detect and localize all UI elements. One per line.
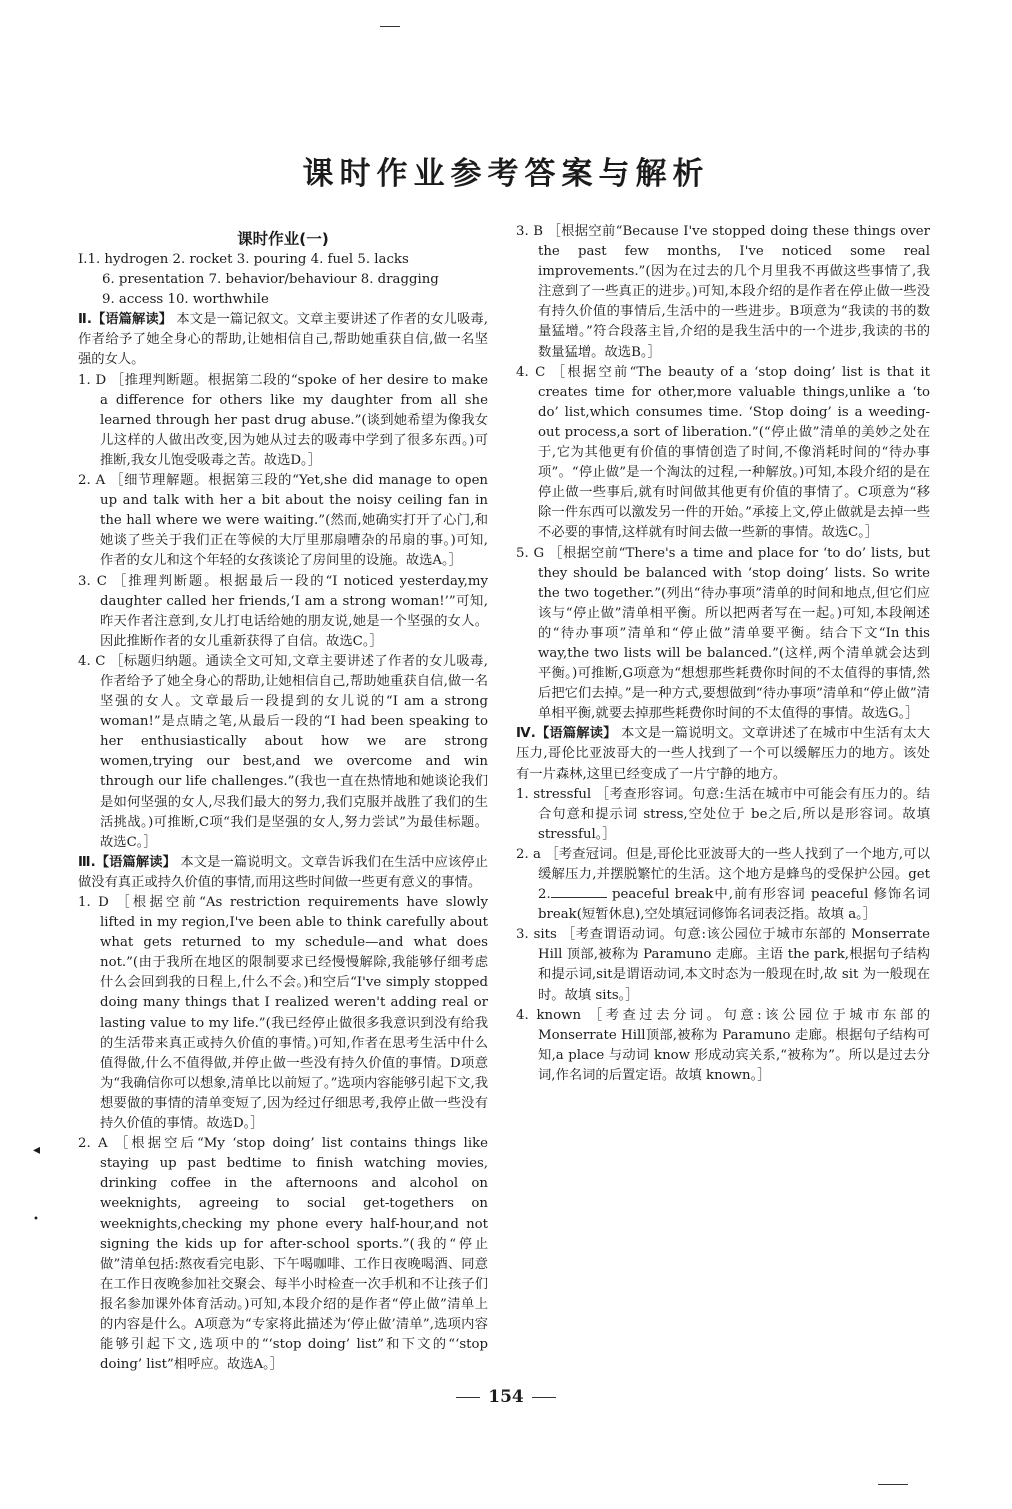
vocab-line-1: Ⅰ.1. hydrogen 2. rocket 3. pouring 4. fuel 5. lacks	[78, 252, 409, 267]
part4-item-1: 1. stressful ［考查形容词。句意:生活在城市中可能会有压力的。结合句意和提示词 stress,空处位于 be之后,所以是形容词。故填 stressful。］	[516, 786, 930, 842]
part3-item-5: 5. G ［根据空前“There's a time and place for ‘to do’ lists, but they should be balanced with ‘stop doing’ lists. So write the two together.”(列出“待办事项”清单的时间和地点,但它们应该与“停止做”清单相平衡。所以把两者写在一起。)可知,本段阐述的“待办事项”清单和“停止做”清单要平衡。结合下文“In this way,the two lists will be balanced.”(这样,两个清单就会达到平衡。)可推断,G项意为“想想那些耗费你时间的不太值得的事情,然后把它们去掉。”是一种方式,要想做到“待办事项”清单和“停止做”清单相平衡,就要去掉那些耗费你时间的不太值得的事情。故选G。］	[516, 545, 930, 722]
top-crop-mark	[380, 26, 400, 27]
vocab-line-2: 6. presentation 7. behavior/behaviour 8. dragging	[102, 272, 439, 288]
vocab-answers	[78, 250, 488, 310]
margin-mark: ◂	[33, 1142, 41, 1158]
bottom-crop-mark	[878, 1484, 908, 1485]
margin-dot: •	[33, 1214, 39, 1225]
section-title: 课时作业(一)	[237, 230, 329, 248]
part3-intro-text: 本文是一篇说明文。文章告诉我们在生活中应该停止做没有真正或持久价值的事情,而用这些时间做一些更有意义的事情。	[78, 854, 488, 890]
part2-label: Ⅱ.【语篇解读】	[78, 312, 173, 328]
footer-dash-right	[532, 1397, 556, 1398]
part4-intro-text: 本文是一篇说明文。文章讲述了在城市中生活有太大压力,哥伦比亚波哥大的一些人找到了一个可以缓解压力的地方。该处有一片森林,这里已经变成了一片宁静的地方。	[516, 726, 930, 782]
part3-label: Ⅲ.【语篇解读】	[78, 854, 177, 870]
part2-intro	[78, 310, 488, 370]
part4-item-2	[516, 845, 930, 925]
part2-item-1: 1. D ［推理判断题。根据第二段的“spoke of her desire to make a difference for others like my daughter from all she learned through her past drug abuse.”(谈到她希望为像我女儿这样的人做出改变,因为她从过去的吸毒中学到了很多东西。)可推断,我女儿饱受吸毒之苦。故选D。］	[78, 372, 488, 468]
fill-blank-line	[551, 885, 607, 898]
part4-item-2-text: 2. a ［考查冠词。但是,哥伦比亚波哥大的一些人找到了一个地方,可以缓解压力,并摆脱繁忙的生活。这个地方是蜂鸟的受保护公园。get 2.	[516, 846, 930, 903]
left-column	[78, 228, 488, 1375]
vocab-line-3: 9. access 10. worthwhile	[102, 292, 269, 308]
footer-dash-left	[456, 1397, 480, 1398]
part3-intro	[78, 853, 488, 893]
part3-item-1: 1. D ［根据空前“As restriction requirements have slowly lifted in my region,I've been able to think carefully about what gets returned to my schedule—and what does not.”(由于我所在地区的限制要求已经慢慢解除,我能够仔细考虑什么会回到我的日程上,什么不会。)和空后“I've simply stopped doing many things that I realized weren't adding real or lasting value to my life.”(我已经停止做很多我意识到没有给我的生活带来真正或持久价值的事情。)可知,作者在思考生活中什么值得做,什么不值得做,并停止做一些没有持久价值的事情。D项意为“我确信你可以想象,清单比以前短了。”选项内容能够引起下文,我想要做的事情的清单变短了,因为经过仔细思考,我停止做一些没有持久价值的事情。故选D。］	[78, 895, 488, 1132]
part4-item-3: 3. sits ［考查谓语动词。句意:该公园位于城市东部的 Monserrate Hill 顶部,被称为 Paramuno 走廊。主语 the park,根据句子结构和提示词,sit是谓语动词,本文时态为一般现在时,故 sit 为一般现在时。故填 sits。］	[516, 927, 930, 1003]
part4-intro	[516, 724, 930, 784]
part2-item-3: 3. C ［推理判断题。根据最后一段的“I noticed yesterday,my daughter called her friends,‘I am a strong woman!’”可知,昨天作者注意到,女儿打电话给她的朋友说,她是一个坚强的女人。因此推断作者的女儿重新获得了自信。故选C。］	[78, 573, 488, 649]
part3-item-4: 4. C ［根据空前“The beauty of a ‘stop doing’ list is that it creates time for other,more valuable things,unlike a ‘to do’ list,which consumes time. ‘Stop doing’ is a weeding-out process,a sort of liberation.”(“停止做”清单的美妙之处在于,它为其他更有价值的事情创造了时间,不像消耗时间的“待办事项”。“停止做”是一个淘汰的过程,一种解放。)可知,本段介绍的是在停止做一些事后,就有时间做其他更有价值的事情了。C项意为“移除一件东西可以激发另一件的开始。”承接上文,停止做就是去掉一些不必要的事情,这样就有时间去做一些新的事情。故选C。］	[516, 364, 930, 541]
part2-item-2: 2. A ［细节理解题。根据第三段的“Yet,she did manage to open up and talk with her a bit about the noisy ceiling fan in the hall where we were waiting.”(然而,她确实打开了心门,和她谈了些关于我们正在等候的大厅里那扇嘈杂的吊扇的事。)可知,作者的女儿和这个年轻的女孩谈论了房间里的设施。故选A。］	[78, 473, 488, 569]
part4-item-2-cont: peaceful break中,前有形容词 peaceful 修饰名词 break(短暂休息),空处填冠词修饰名词表泛指。故填 a。］	[538, 887, 930, 923]
page-number: 154	[488, 1387, 524, 1407]
part3-item-2: 2. A ［根据空后“My ‘stop doing’ list contains things like staying up past bedtime to finish watching movies, drinking coffee in the afternoons and alcohol on weeknights, agreeing to social get-togethers on weeknights,checking my phone every half-hour,and not signing the kids up for after-school sports.”(我的“停止做”清单包括:熬夜看完电影、下午喝咖啡、工作日夜晚喝酒、同意在工作日夜晚参加社交聚会、每半小时检查一次手机和不让孩子们报名参加课外体育活动。)可知,本段介绍的是作者“停止做”清单上的内容是什么。A项意为“专家将此描述为‘停止做’清单”,选项内容能够引起下文,选项中的“‘stop doing’ list”和下文的“‘stop doing’ list”相呼应。故选A。］	[78, 1136, 488, 1373]
part4-label: Ⅳ.【语篇解读】	[516, 726, 617, 742]
part2-item-4: 4. C ［标题归纳题。通读全文可知,文章主要讲述了作者的女儿吸毒,作者给予了她全身心的帮助,让她相信自己,帮助她重获自信,做一名坚强的女人。文章最后一段提到的女儿说的“I am a strong woman!”是点睛之笔,从最后一段的“I had been speaking to her enthusiastically about how we are strong women,trying our best,and we overcome and win through our life challenges.”(我也一直在热情地和她谈论我们是如何坚强的女人,尽我们最大的努力,我们克服并战胜了我们的生活挑战。)可推断,C项“我们是坚强的女人,努力尝试”为最佳标题。故选C。］	[78, 653, 488, 850]
part2-intro-text: 本文是一篇记叙文。文章主要讲述了作者的女儿吸毒,作者给予了她全身心的帮助,让她相信自己,帮助她重获自信,做一名坚强的女人。	[78, 312, 488, 368]
part4-item-4: 4. known ［考查过去分词。句意:该公园位于城市东部的 Monserrate Hill顶部,被称为 Paramuno 走廊。根据句子结构可知,a place 与动词 know 形成动宾关系,“被称为”。所以是过去分词,作名词的后置定语。故填 known。］	[516, 1007, 930, 1083]
part3-item-3: 3. B ［根据空前“Because I've stopped doing these things over the past few months, I've noticed some real improvements.”(因为在过去的几个月里我不再做这些事情了,我注意到了一些真正的进步。)可知,本段介绍的是作者在停止做一些没有持久价值的事情后,生活中的一些进步。B项意为“我读的书的数量猛增。”符合段落主旨,介绍的是我生活中的一个进步,我读的书的数量猛增。故选B。］	[516, 224, 930, 360]
right-column	[516, 222, 930, 1086]
page-footer	[0, 1387, 1012, 1407]
page-title: 课时作业参考答案与解析	[302, 156, 710, 192]
